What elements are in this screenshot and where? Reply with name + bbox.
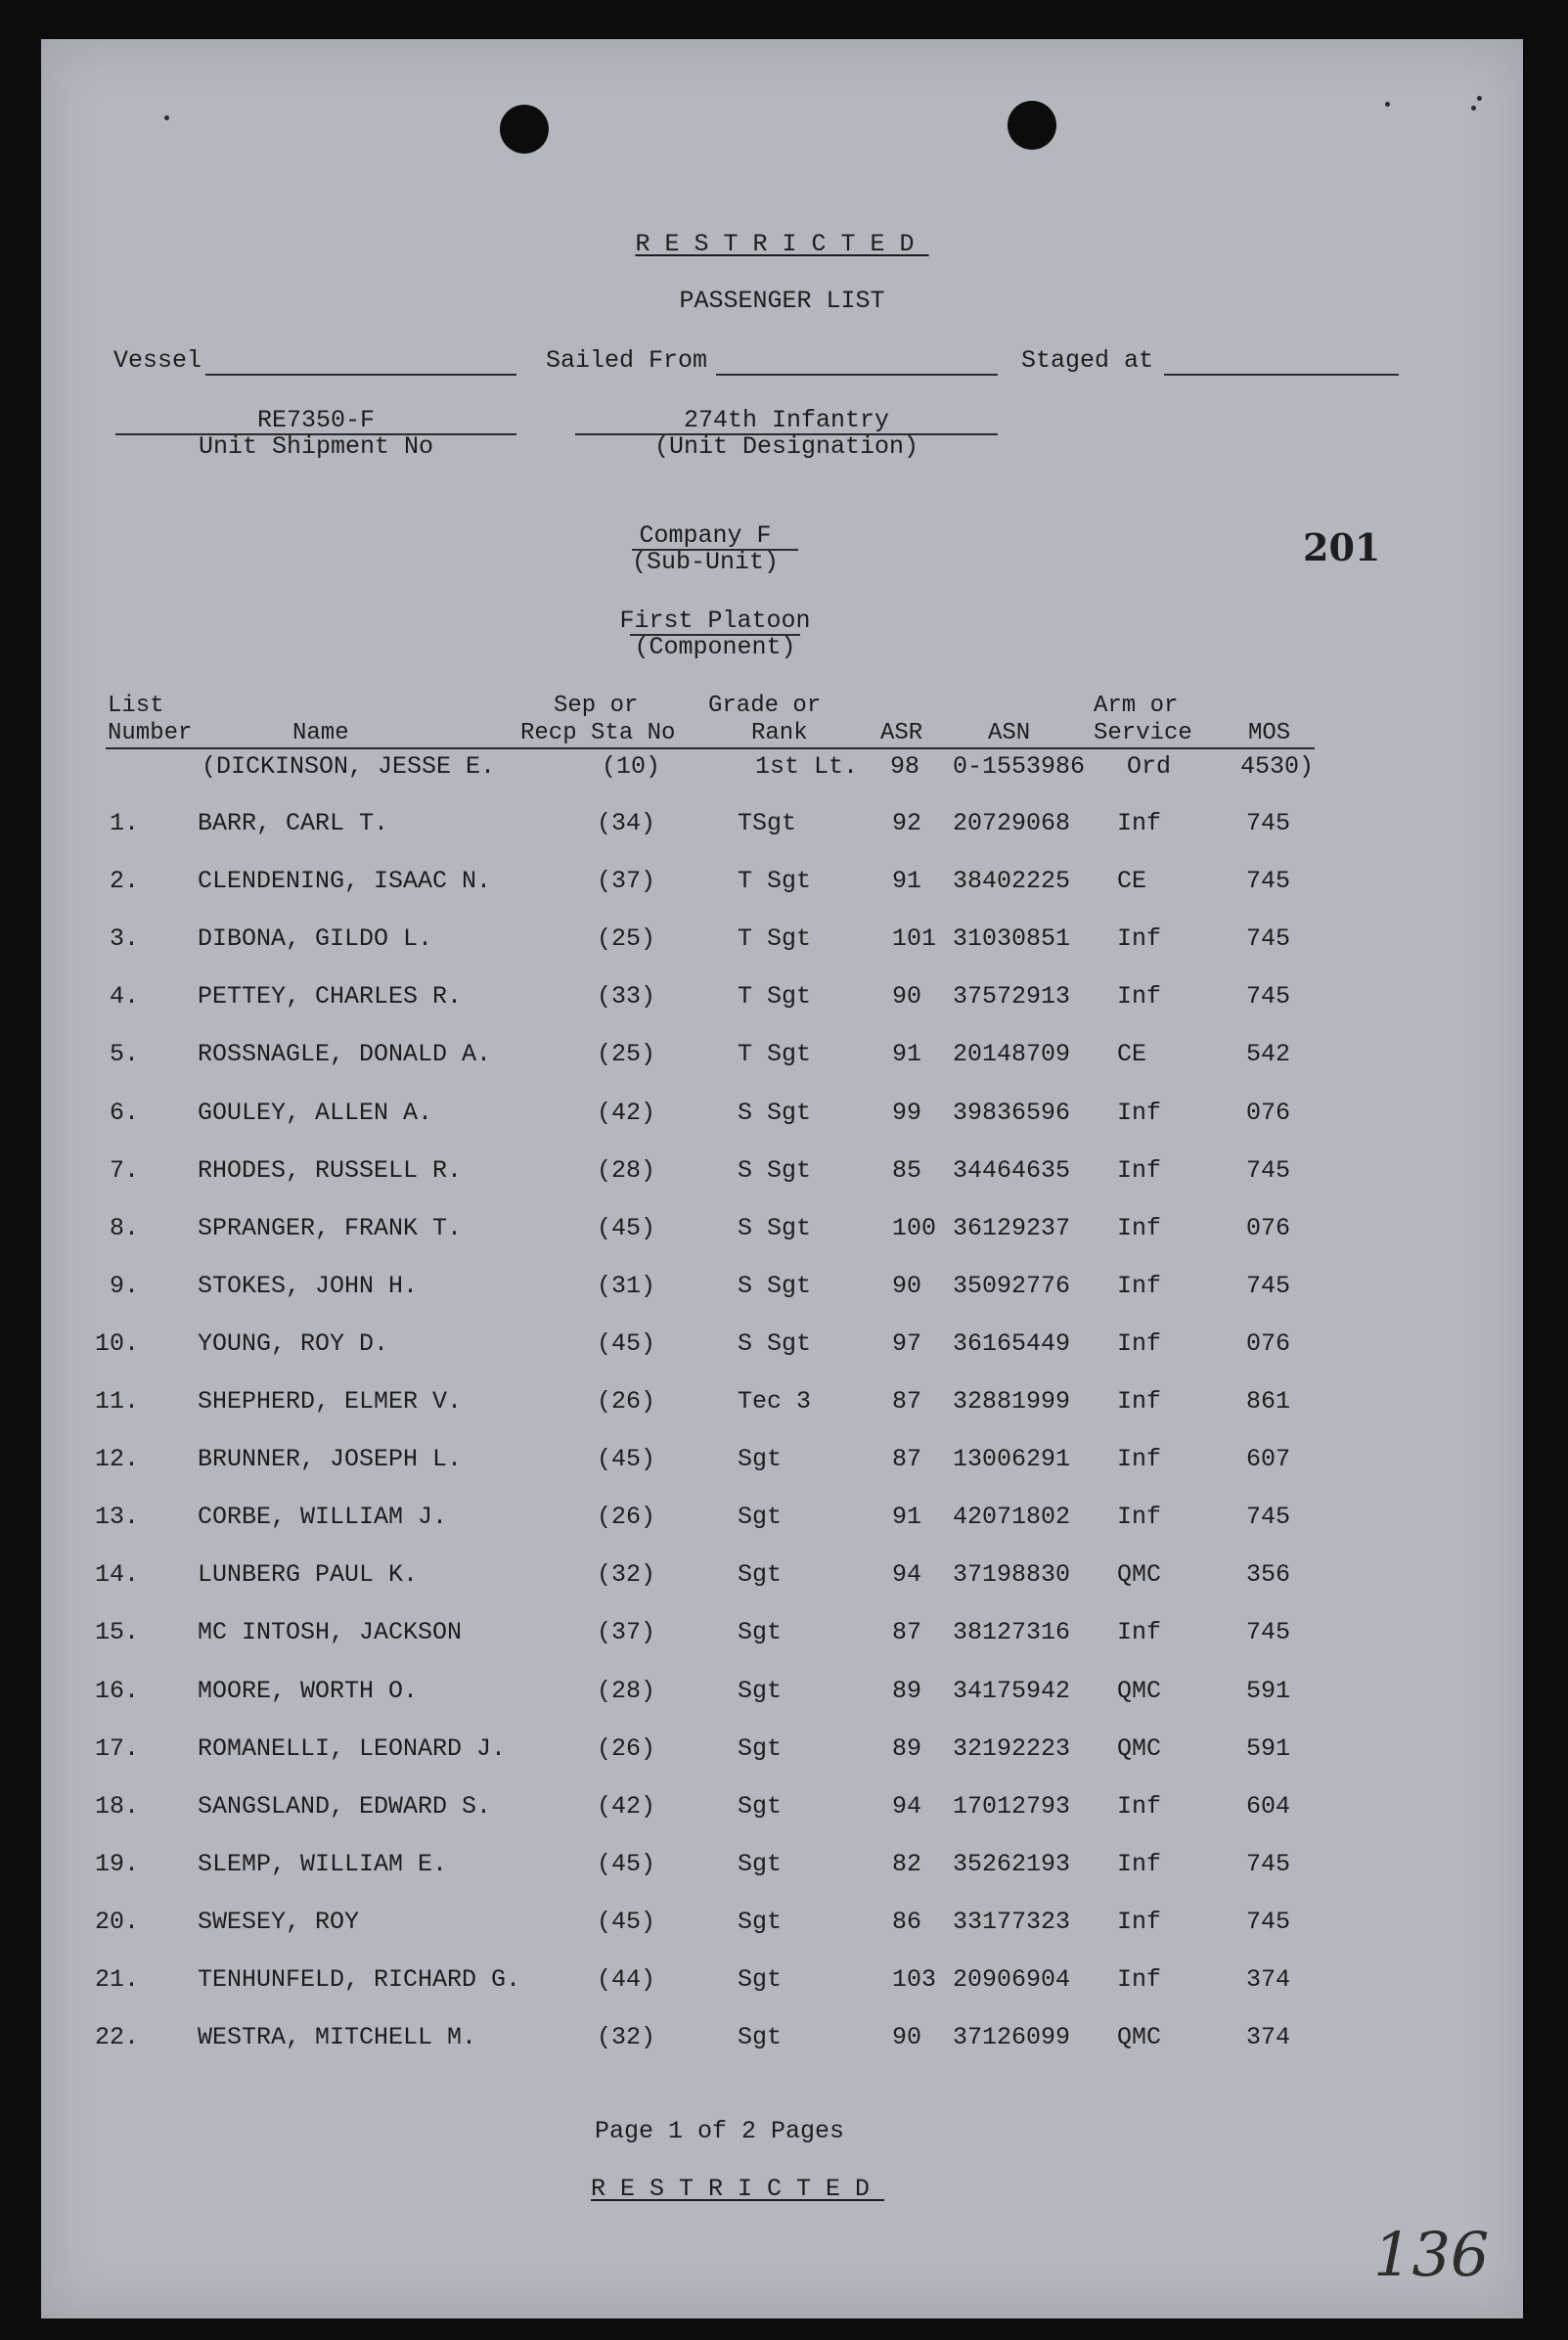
sub-unit-value: Company F — [639, 521, 772, 550]
mos: 076 — [1246, 1099, 1291, 1127]
mos: 745 — [1246, 1908, 1291, 1936]
passenger-name: GOULEY, ALLEN A. — [198, 1099, 433, 1127]
arm-service: Inf — [1117, 1445, 1162, 1473]
sep-station: (45) — [597, 1214, 656, 1242]
col-list-number-1: List — [108, 693, 164, 719]
mos: 861 — [1246, 1387, 1291, 1416]
officer-asr: 98 — [890, 752, 920, 781]
unit-shipment-value: RE7350-F — [256, 406, 376, 434]
table-row — [41, 1906, 1523, 1939]
vessel-label: Vessel — [113, 346, 202, 375]
asn: 20148709 — [953, 1040, 1071, 1068]
asr: 100 — [892, 1214, 937, 1242]
table-row — [41, 1154, 1523, 1188]
officer-name: (DICKINSON, JESSE E. — [202, 752, 496, 781]
sub-unit-label: (Sub-Unit) — [631, 548, 780, 576]
sep-station: (37) — [597, 867, 656, 895]
col-name: Name — [292, 720, 349, 746]
passenger-name: SANGSLAND, EDWARD S. — [198, 1792, 492, 1821]
arm-service: Inf — [1117, 1387, 1162, 1416]
asn: 37126099 — [953, 2023, 1071, 2051]
mos: 356 — [1246, 1560, 1291, 1589]
table-row — [41, 1790, 1523, 1823]
asr: 97 — [892, 1329, 922, 1358]
asn: 37198830 — [953, 1560, 1071, 1589]
handwritten-page-number: 136 — [1373, 2219, 1490, 2290]
arm-service: Inf — [1117, 1618, 1162, 1646]
arm-service: Inf — [1117, 1792, 1162, 1821]
mos: 745 — [1246, 1618, 1291, 1646]
asn: 36129237 — [953, 1214, 1071, 1242]
passenger-name: MOORE, WORTH O. — [198, 1677, 419, 1705]
asn: 31030851 — [953, 924, 1071, 953]
mos: 076 — [1246, 1214, 1291, 1242]
arm-service: Inf — [1117, 1156, 1162, 1185]
sep-station: (33) — [597, 982, 656, 1011]
asn: 33177323 — [953, 1908, 1071, 1936]
list-number: 2. — [109, 867, 139, 895]
mos: 591 — [1246, 1677, 1291, 1705]
col-arm-1: Arm or — [1094, 693, 1179, 719]
mos: 745 — [1246, 924, 1291, 953]
passenger-name: CLENDENING, ISAAC N. — [198, 867, 492, 895]
arm-service: QMC — [1117, 1560, 1162, 1589]
staged-at-line — [1164, 374, 1399, 376]
grade: Sgt — [738, 1560, 783, 1589]
unit-shipment-label: Unit Shipment No — [198, 432, 434, 461]
table-row — [41, 865, 1523, 898]
asr: 87 — [892, 1387, 922, 1416]
sep-station: (37) — [597, 1618, 656, 1646]
staged-at-label: Staged at — [1021, 346, 1154, 375]
sep-station: (45) — [597, 1850, 656, 1878]
col-list-number-2: Number — [108, 720, 193, 746]
passenger-name: CORBE, WILLIAM J. — [198, 1503, 448, 1531]
arm-service: Inf — [1117, 1965, 1162, 1994]
asr: 92 — [892, 809, 922, 837]
arm-service: QMC — [1117, 2023, 1162, 2051]
list-number: 6. — [109, 1099, 139, 1127]
asn: 32192223 — [953, 1734, 1071, 1763]
sep-station: (26) — [597, 1387, 656, 1416]
table-row — [41, 1732, 1523, 1766]
passenger-name: ROSSNAGLE, DONALD A. — [198, 1040, 492, 1068]
list-number: 12. — [94, 1445, 139, 1473]
list-number: 10. — [94, 1329, 139, 1358]
sep-station: (34) — [597, 809, 656, 837]
asr: 91 — [892, 867, 922, 895]
sep-station: (42) — [597, 1792, 656, 1821]
sep-station: (32) — [597, 1560, 656, 1589]
col-sep-1: Sep or — [554, 693, 639, 719]
officer-sep: (10) — [602, 752, 661, 781]
mos: 542 — [1246, 1040, 1291, 1068]
sep-station: (31) — [597, 1272, 656, 1300]
list-number: 18. — [94, 1792, 139, 1821]
mos: 591 — [1246, 1734, 1291, 1763]
officer-grade: 1st Lt. — [755, 752, 859, 781]
mos: 076 — [1246, 1329, 1291, 1358]
asn: 35092776 — [953, 1272, 1071, 1300]
asn: 42071802 — [953, 1503, 1071, 1531]
table-row — [41, 1038, 1523, 1071]
col-arm-2: Service — [1094, 720, 1192, 746]
list-number: 13. — [94, 1503, 139, 1531]
passenger-name: SWESEY, ROY — [198, 1908, 360, 1936]
arm-service: Inf — [1117, 809, 1162, 837]
asn: 35262193 — [953, 1850, 1071, 1878]
sailed-from-label: Sailed From — [546, 346, 708, 375]
passenger-name: BARR, CARL T. — [198, 809, 389, 837]
speck — [1471, 106, 1476, 111]
sep-station: (26) — [597, 1734, 656, 1763]
table-row — [41, 980, 1523, 1013]
arm-service: CE — [1117, 1040, 1147, 1068]
grade: S Sgt — [738, 1329, 812, 1358]
arm-service: CE — [1117, 867, 1147, 895]
passenger-name: DIBONA, GILDO L. — [198, 924, 433, 953]
sep-station: (25) — [597, 1040, 656, 1068]
asr: 89 — [892, 1734, 922, 1763]
sailed-from-line — [716, 374, 998, 376]
asr: 85 — [892, 1156, 922, 1185]
vessel-line — [205, 374, 516, 376]
asr: 99 — [892, 1099, 922, 1127]
sep-station: (32) — [597, 2023, 656, 2051]
table-row — [41, 1097, 1523, 1130]
mos: 745 — [1246, 867, 1291, 895]
punch-hole-left — [500, 105, 549, 154]
asr: 90 — [892, 2023, 922, 2051]
mos: 607 — [1246, 1445, 1291, 1473]
list-number: 7. — [109, 1156, 139, 1185]
asn: 32881999 — [953, 1387, 1071, 1416]
table-row — [41, 1385, 1523, 1418]
asr: 91 — [892, 1503, 922, 1531]
list-number: 1. — [109, 809, 139, 837]
arm-service: Inf — [1117, 1503, 1162, 1531]
table-row — [41, 2021, 1523, 2054]
arm-service: QMC — [1117, 1734, 1162, 1763]
mos: 374 — [1246, 2023, 1291, 2051]
asr: 94 — [892, 1792, 922, 1821]
officer-asn: 0-1553986 — [953, 752, 1086, 781]
mos: 374 — [1246, 1965, 1291, 1994]
col-grade-2: Rank — [751, 720, 808, 746]
asn: 17012793 — [953, 1792, 1071, 1821]
grade: Sgt — [738, 1965, 783, 1994]
arm-service: Inf — [1117, 1329, 1162, 1358]
asn: 38402225 — [953, 867, 1071, 895]
table-row — [41, 1848, 1523, 1881]
list-number: 16. — [94, 1677, 139, 1705]
asr: 90 — [892, 982, 922, 1011]
sep-station: (26) — [597, 1503, 656, 1531]
sep-station: (44) — [597, 1965, 656, 1994]
grade: S Sgt — [738, 1272, 812, 1300]
mos: 745 — [1246, 1850, 1291, 1878]
grade: Sgt — [738, 1734, 783, 1763]
asr: 91 — [892, 1040, 922, 1068]
asr: 89 — [892, 1677, 922, 1705]
grade: Tec 3 — [738, 1387, 812, 1416]
passenger-name: BRUNNER, JOSEPH L. — [198, 1445, 463, 1473]
col-mos: MOS — [1248, 720, 1291, 746]
mos: 745 — [1246, 1503, 1291, 1531]
grade: Sgt — [738, 1503, 783, 1531]
asr: 87 — [892, 1445, 922, 1473]
sep-station: (25) — [597, 924, 656, 953]
officer-row — [41, 750, 1523, 784]
speck — [164, 115, 169, 120]
grade: Sgt — [738, 1618, 783, 1646]
asr: 90 — [892, 1272, 922, 1300]
list-number: 19. — [94, 1850, 139, 1878]
grade: Sgt — [738, 2023, 783, 2051]
table-row — [41, 1501, 1523, 1534]
arm-service: Inf — [1117, 982, 1162, 1011]
passenger-name: SHEPHERD, ELMER V. — [198, 1387, 463, 1416]
grade: T Sgt — [738, 982, 812, 1011]
asn: 20729068 — [953, 809, 1071, 837]
table-row — [41, 1212, 1523, 1245]
asr: 101 — [892, 924, 937, 953]
asr: 87 — [892, 1618, 922, 1646]
mos: 745 — [1246, 982, 1291, 1011]
page-count: Page 1 of 2 Pages — [595, 2117, 845, 2145]
component-value: First Platoon — [619, 607, 811, 635]
passenger-name: MC INTOSH, JACKSON — [198, 1618, 463, 1646]
table-row — [41, 807, 1523, 840]
grade: TSgt — [738, 809, 797, 837]
table-row — [41, 1675, 1523, 1708]
passenger-name: TENHUNFELD, RICHARD G. — [198, 1965, 521, 1994]
asr: 103 — [892, 1965, 937, 1994]
passenger-name: SLEMP, WILLIAM E. — [198, 1850, 448, 1878]
unit-designation-label: (Unit Designation) — [653, 432, 919, 461]
passenger-name: LUNBERG PAUL K. — [198, 1560, 419, 1589]
restricted-heading-bottom: RESTRICTED — [591, 2175, 885, 2203]
grade: S Sgt — [738, 1214, 812, 1242]
mos: 604 — [1246, 1792, 1291, 1821]
arm-service: Inf — [1117, 1214, 1162, 1242]
asn: 34464635 — [953, 1156, 1071, 1185]
passenger-name: YOUNG, ROY D. — [198, 1329, 389, 1358]
arm-service: QMC — [1117, 1677, 1162, 1705]
speck — [1385, 102, 1390, 107]
header-rule — [106, 747, 1315, 749]
officer-mos: 4530) — [1240, 752, 1315, 781]
grade: T Sgt — [738, 924, 812, 953]
asn: 34175942 — [953, 1677, 1071, 1705]
asr: 94 — [892, 1560, 922, 1589]
asn: 36165449 — [953, 1329, 1071, 1358]
mos: 745 — [1246, 1156, 1291, 1185]
speck — [1477, 96, 1482, 101]
grade: Sgt — [738, 1677, 783, 1705]
passenger-name: RHODES, RUSSELL R. — [198, 1156, 463, 1185]
asn: 38127316 — [953, 1618, 1071, 1646]
arm-service: Inf — [1117, 924, 1162, 953]
list-number: 20. — [94, 1908, 139, 1936]
component-label: (Component) — [634, 633, 796, 661]
col-grade-1: Grade or — [708, 693, 822, 719]
grade: S Sgt — [738, 1156, 812, 1185]
list-number: 8. — [109, 1214, 139, 1242]
grade: T Sgt — [738, 1040, 812, 1068]
list-number: 14. — [94, 1560, 139, 1589]
list-number: 21. — [94, 1965, 139, 1994]
mos: 745 — [1246, 1272, 1291, 1300]
sep-station: (45) — [597, 1329, 656, 1358]
arm-service: Inf — [1117, 1099, 1162, 1127]
folio-number: 201 — [1303, 525, 1381, 569]
list-number: 22. — [94, 2023, 139, 2051]
list-number: 3. — [109, 924, 139, 953]
asn: 37572913 — [953, 982, 1071, 1011]
grade: S Sgt — [738, 1099, 812, 1127]
col-asr: ASR — [880, 720, 923, 746]
passenger-list-title: PASSENGER LIST — [679, 287, 885, 315]
list-number: 4. — [109, 982, 139, 1011]
passenger-name: WESTRA, MITCHELL M. — [198, 2023, 477, 2051]
passenger-name: SPRANGER, FRANK T. — [198, 1214, 463, 1242]
passenger-name: PETTEY, CHARLES R. — [198, 982, 463, 1011]
asn: 20906904 — [953, 1965, 1071, 1994]
asr: 86 — [892, 1908, 922, 1936]
table-row — [41, 1328, 1523, 1361]
officer-arm: Ord — [1127, 752, 1172, 781]
grade: Sgt — [738, 1908, 783, 1936]
mos: 745 — [1246, 809, 1291, 837]
sep-station: (45) — [597, 1445, 656, 1473]
restricted-heading-top: RESTRICTED — [635, 230, 929, 258]
list-number: 17. — [94, 1734, 139, 1763]
arm-service: Inf — [1117, 1272, 1162, 1300]
table-row — [41, 922, 1523, 956]
list-number: 11. — [94, 1387, 139, 1416]
asr: 82 — [892, 1850, 922, 1878]
grade: Sgt — [738, 1445, 783, 1473]
document-page — [41, 39, 1523, 2318]
col-asn: ASN — [988, 720, 1031, 746]
passenger-name: ROMANELLI, LEONARD J. — [198, 1734, 507, 1763]
table-row — [41, 1270, 1523, 1303]
unit-designation-value: 274th Infantry — [683, 406, 890, 434]
passenger-name: STOKES, JOHN H. — [198, 1272, 419, 1300]
grade: Sgt — [738, 1850, 783, 1878]
grade: Sgt — [738, 1792, 783, 1821]
sep-station: (42) — [597, 1099, 656, 1127]
grade: T Sgt — [738, 867, 812, 895]
arm-service: Inf — [1117, 1908, 1162, 1936]
sep-station: (28) — [597, 1677, 656, 1705]
col-sep-2: Recp Sta No — [520, 720, 676, 746]
punch-hole-right — [1008, 101, 1056, 150]
list-number: 5. — [109, 1040, 139, 1068]
table-row — [41, 1443, 1523, 1476]
sep-station: (45) — [597, 1908, 656, 1936]
arm-service: Inf — [1117, 1850, 1162, 1878]
list-number: 9. — [109, 1272, 139, 1300]
asn: 13006291 — [953, 1445, 1071, 1473]
asn: 39836596 — [953, 1099, 1071, 1127]
table-row — [41, 1963, 1523, 1997]
list-number: 15. — [94, 1618, 139, 1646]
sep-station: (28) — [597, 1156, 656, 1185]
table-row — [41, 1616, 1523, 1649]
table-row — [41, 1558, 1523, 1592]
